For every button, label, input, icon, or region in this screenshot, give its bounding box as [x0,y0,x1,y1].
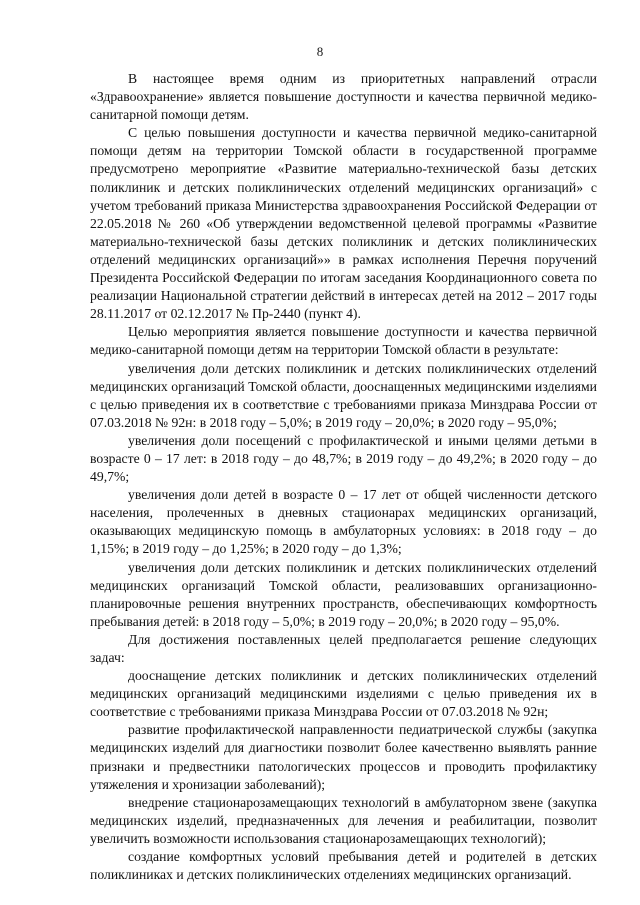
paragraph-result-visits: увеличения доли посещений с профилактической и иными целями детьми в возрасте 0 – 17 лет: в 2018 году – до 48,7%; в 2019 году – до 49,2%; в 2020 году – до 49,7%; [90,432,597,485]
paragraph-intro: В настоящее время одним из приоритетных направлений отрасли «Здравоохранение» является повышение доступности и качества первичной медико-санитарной помощи детям. [90,71,597,123]
paragraph-task-outpatient: внедрение стационарозамещающих технологий в амбулаторном звене (закупка медицинских изделий, предназначенных для лечения и реабилитации, позволит увеличить возможности использования стационарозамещающих технологий); [90,794,597,846]
paragraph-task-prevention: развитие профилактической направленности педиатрической службы (закупка медицинских изделий для диагностики позволит более качественно выявлять ранние признаки и предвестники патологических процессов и проводить профилактику утяжеления и хронизации заболеваний); [90,722,597,792]
document-body [90,70,597,884]
paragraph-measure: С целью повышения доступности и качества первичной медико-санитарной помощи детям на территории Томской области в государственной программе предусмотрено мероприятие «Развитие материально-технической базы детских поликлиник и детских поликлинических отделений медицинских организаций» с учетом требований приказа Министерства здравоохранения Российской Федерации от 22.05.2018 № 260 «Об утверждении ведомственной целевой программы «Развитие материально-технической базы детских поликлиник и детских поликлинических отделений медицинских организаций»» в рамках исполнения Перечня поручений Президента Российской Федерации по итогам заседания Координационного совета по реализации Национальной стратегии действий в интересах детей на 2012 – 2017 годы 28.11.2017 от 02.12.2017 № Пр-2440 (пункт 4). [90,125,597,322]
paragraph-result-comfort: увеличения доли детских поликлиник и детских поликлинических отделений медицинских организаций Томской области, реализовавших организационно-планировочные решения внутренних пространств, обеспечивающих комфортность пребывания детей: в 2018 году – 5,0%; в 2019 году – 20,0%; в 2020 году – 95,0%. [90,559,597,629]
paragraph-result-equipment: увеличения доли детских поликлиник и детских поликлинических отделений медицинских организаций Томской области, дооснащенных медицинскими изделиями с целью приведения их в соответствие с требованиями приказа Минздрава России от 07.03.2018 № 92н: в 2018 году – 5,0%; в 2019 году – 20,0%; в 2020 году – 95,0%; [90,360,597,430]
paragraph-result-day-hospitals: увеличения доли детей в возрасте 0 – 17 лет от общей численности детского населения, пролеченных в дневных стационарах медицинских организаций, оказывающих медицинскую помощь в амбулаторных условиях: в 2018 году – до 1,15%; в 2019 году – до 1,25%; в 2020 году – до 1,3%; [90,487,597,557]
paragraph-task-equipment: дооснащение детских поликлиник и детских поликлинических отделений медицинских организаций медицинскими изделиями с целью приведения их в соответствие с требованиями приказа Минздрава России от 07.03.2018 № 92н; [90,668,597,720]
page-number: 8 [316,44,324,59]
paragraph-task-comfort: создание комфортных условий пребывания детей и родителей в детских поликлиниках и детских поликлинических отделениях медицинских организаций. [90,849,597,883]
paragraph-tasks: Для достижения поставленных целей предполагается решение следующих задач: [90,631,597,665]
paragraph-goal: Целью мероприятия является повышение доступности и качества первичной медико-санитарной помощи детям на территории Томской области в результате: [90,324,597,358]
